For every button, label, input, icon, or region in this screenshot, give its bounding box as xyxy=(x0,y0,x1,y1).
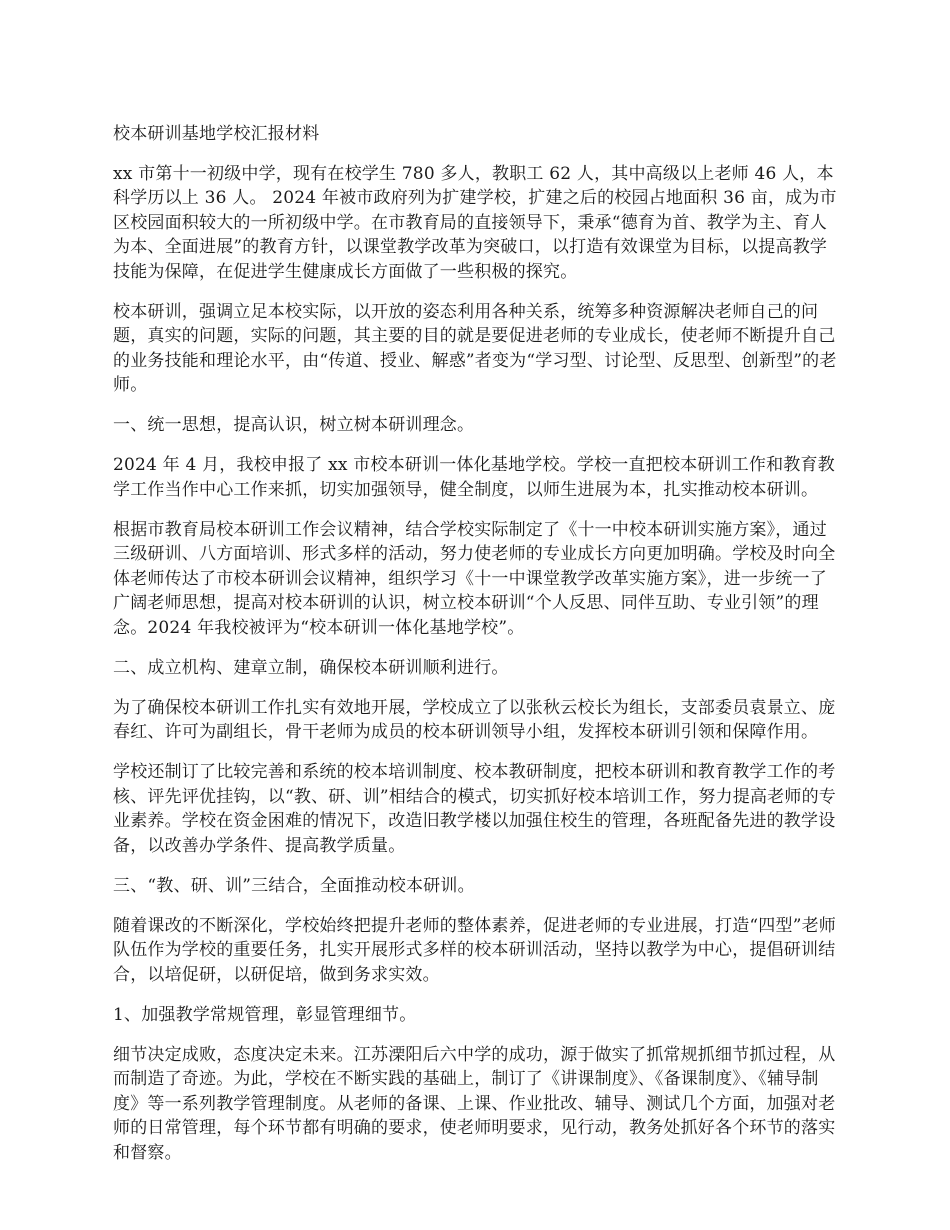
paragraph-plan: 根据市教育局校本研训工作会议精神，结合学校实际制定了《十一中校本研训实施方案》，通过三级研训、八方面培训、形式多样的活动，努力使老师的专业成长方向更加明确。学校及时向全体老师传达了市校本研训会议精神，组织学习《十一中课堂教学改革实施方案》，进一步统一了广阔老师思想，提高对校本研训的认识，树立校本研训“个人反思、同伴互助、专业引领”的理念。2024 年我校被评为“校本研训一体化基地学校”。 xyxy=(113,519,836,638)
paragraph-school-research: 校本研训，强调立足本校实际，以开放的姿态利用各种关系，统筹多种资源解决老师自己的问题，真实的问题，实际的问题，其主要的目的就是要促进老师的专业成长，使老师不断提升自己的业务技能和理论水平，由“传道、授业、解惑”者变为“学习型、讨论型、反思型、创新型”的老师。 xyxy=(113,301,837,395)
paragraph-curriculum-reform: 随着课改的不断深化，学校始终把提升老师的整体素养，促进老师的专业进展，打造“四型”老师队伍作为学校的重要任务，扎实开展形式多样的校本研训活动，坚持以教学为中心，提倡研训结合，以培促研，以研促培，做到务求实效。 xyxy=(113,915,836,985)
paragraph-intro: xx 市第十一初级中学，现有在校学生 780 多人，教职工 62 人，其中高级以上老师 46 人，本科学历以上 36 人。 2024 年被市政府列为扩建学校，扩建之后的校园占地面积 36 亩，成为市区校园面积较大的一所初级中学。在市教育局的直接领导下，秉承“德育为首、教学为主、育人为本、全面进展”的教育方针，以课堂教学改革为突破口，以打造有效课堂为目标，以提高教学技能为保障，在促进学生健康成长方面做了一些积极的探究。 xyxy=(113,163,837,282)
paragraph-regulations: 学校还制订了比较完善和系统的校本培训制度、校本教研制度，把校本研训和教育教学工作的考核、评先评优挂钩，以“教、研、训”相结合的模式，切实抓好校本培训工作，努力提高老师的专业素养。学校在资金困难的情况下，改造旧教学楼以加强住校生的管理，各班配备先进的教学设备，以改善办学条件、提高教学质量。 xyxy=(113,762,836,856)
paragraph-leadership-group: 为了确保校本研训工作扎实有效地开展，学校成立了以张秋云校长为组长，支部委员袁景立、庞春红、许可为副组长，骨干老师为成员的校本研训领导小组，发挥校本研训引领和保障作用。 xyxy=(113,697,836,742)
document-title: 校本研训基地学校汇报材料 xyxy=(113,124,320,144)
section-heading-1: 一、统一思想，提高认识，树立树本研训理念。 xyxy=(113,415,475,435)
document-page xyxy=(113,122,843,1181)
subsection-heading-1: 1、加强教学常规管理，彰显管理细节。 xyxy=(113,1004,417,1025)
section-heading-3: 三、“教、研、训”三结合，全面推动校本研训。 xyxy=(113,875,475,896)
section-heading-2: 二、成立机构、建章立制，确保校本研训顺利进行。 xyxy=(113,657,509,678)
paragraph-application: 2024 年 4 月，我校申报了 xx 市校本研训一体化基地学校。学校一直把校本研训工作和教育教学工作当作中心工作来抓，切实加强领导，健全制度，以师生进展为本，扎实推动校本研训。 xyxy=(113,455,835,500)
paragraph-details: 细节决定成败，态度决定未来。江苏溧阳后六中学的成功，源于做实了抓常规抓细节抓过程，从而制造了奇迹。为此，学校在不断实践的基础上，制订了《讲课制度》、《备课制度》、《辅导制度》等一系列教学管理制度。从老师的备课、上课、作业批改、辅导、测试几个方面，加强对老师的日常管理，每个环节都有明确的要求，使老师明要求，见行动，教务处抓好各个环节的落实和督察。 xyxy=(113,1044,836,1163)
